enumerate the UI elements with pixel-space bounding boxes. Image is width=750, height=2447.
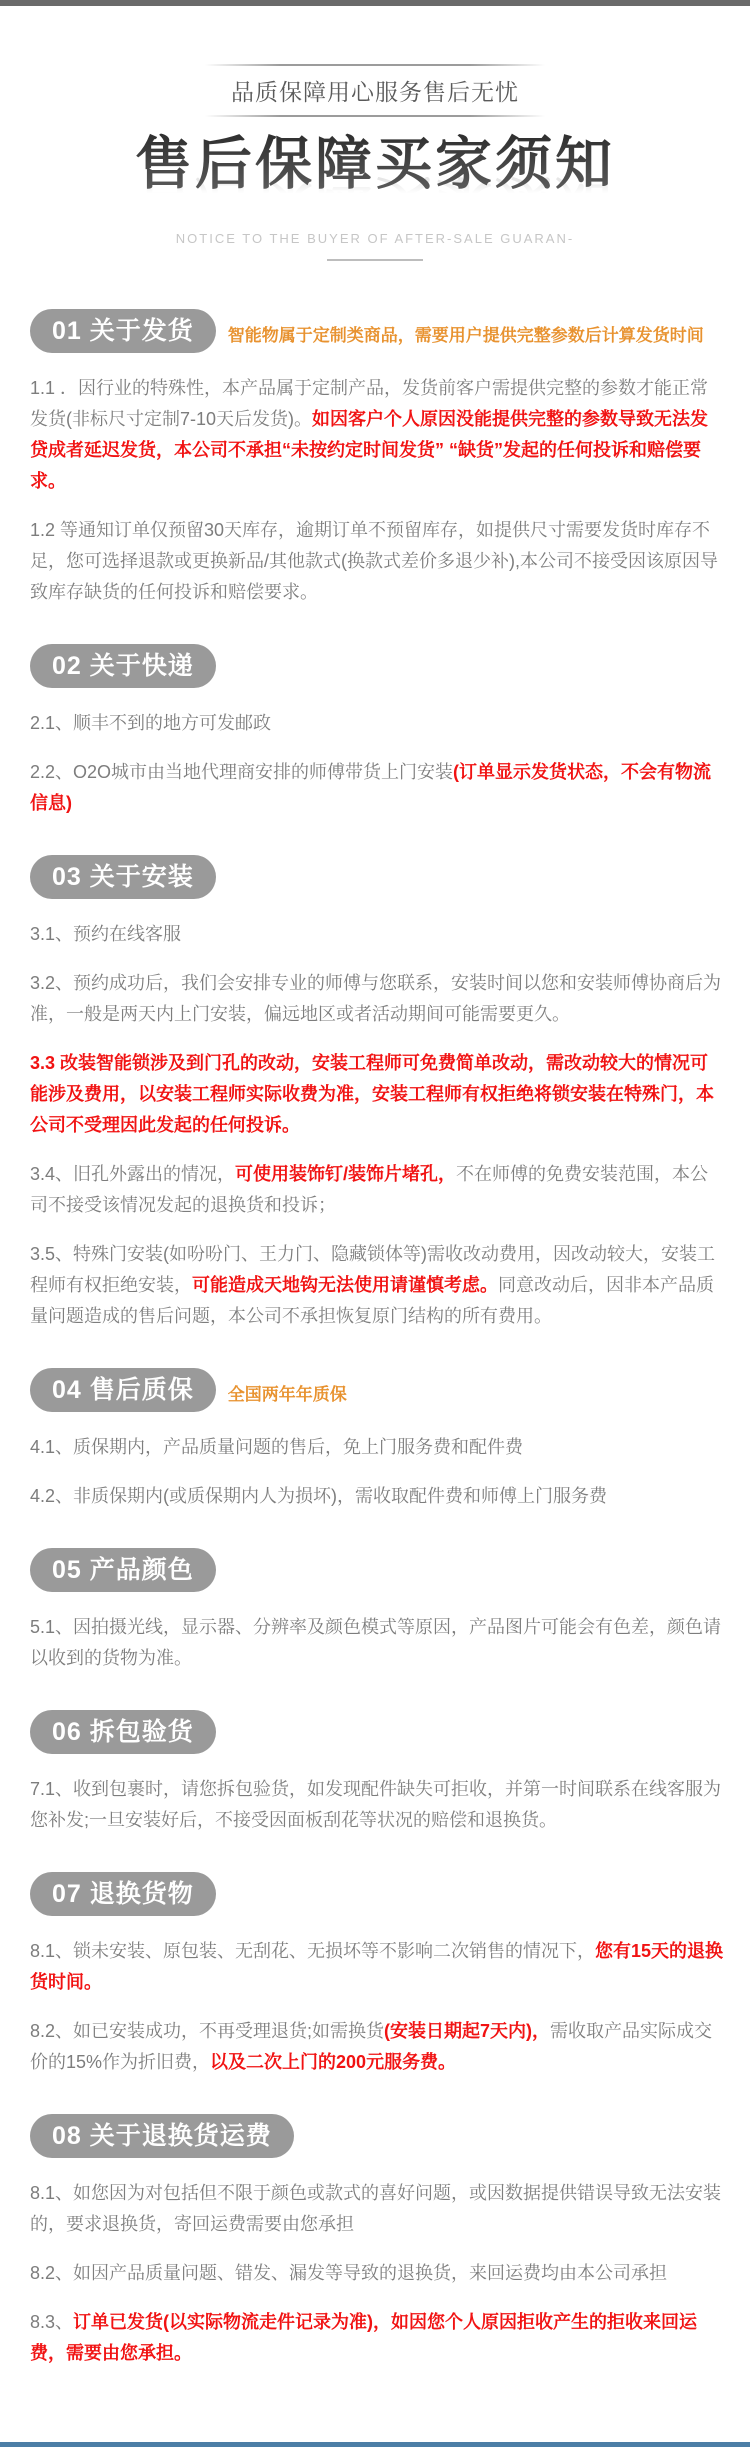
clause	[30, 919, 724, 950]
clause	[30, 757, 724, 819]
clause	[30, 1936, 724, 1998]
clause-text: 同意改动后，因非本产品质量问题造成的售后问题，本公司不承担恢复原门结构的所有费用。	[30, 1274, 714, 1326]
page-header	[0, 6, 750, 261]
sections	[0, 309, 750, 2447]
section-note: 智能物属于定制类商品，需要用户提供完整参数后计算发货时间	[227, 325, 704, 345]
clause-highlight-text: 您有15天的退换货时间。	[30, 1940, 724, 1992]
clause-highlight-text: 以及二次上门的200元服务费。	[210, 2051, 457, 2072]
clause	[30, 2307, 724, 2369]
clause-text: 8.1、如您因为对包括但不限于颜色或款式的喜好问题，或因数据提供错误导致无法安装的，要求退换货，寄回运费需要由您承担	[30, 2182, 722, 2234]
bottom-accent-line	[0, 2442, 750, 2447]
clause-highlight-text: 3.3 改装智能锁涉及到门孔的改动，安装工程师可免费简单改动，需改动较大的情况可能涉及费用，以安装工程师实际收费为准，安装工程师有权拒绝将锁安装在特殊门，本公司不受理因此发起的任何投诉。	[30, 1052, 714, 1135]
clause	[30, 373, 724, 497]
clause-highlight-text: 可使用装饰钉/装饰片堵孔，	[235, 1163, 457, 1184]
clause	[30, 2258, 724, 2289]
tagline-text: 品质保障用心服务售后无忧	[231, 79, 519, 105]
section-header	[30, 1710, 750, 1754]
clause-text: 需收取产品实际成交价的15%作为折旧费，	[30, 2020, 713, 2072]
clause-text: 8.2、如因产品质量问题、错发、漏发等导致的退换货，来回运费均由本公司承担	[30, 2262, 668, 2283]
clause-highlight-text: 如因客户个人原因没能提供完整的参数导致无法发贷成者延迟发货，本公司不承担“未按约定时间发货” “缺货”发起的任何投诉和赔偿要求。	[30, 408, 709, 491]
clause-highlight-text: (订单显示发货状态，不会有物流信息)	[30, 761, 712, 813]
clause-text: 1.2 等通知订单仅预留30天库存，逾期订单不预留库存，如提供尺寸需要发货时库存不足，您可选择退款或更换新品/其他款式(换款式差价多退少补),本公司不接受因该原因导致库存缺货的任何投诉和赔偿要求。	[30, 519, 718, 602]
clause	[30, 1159, 724, 1221]
clause-text: 3.2、预约成功后，我们会安排专业的师傅与您联系，安装时间以您和安装师傅协商后为准，一般是两天内上门安装，偏远地区或者活动期间可能需要更久。	[30, 972, 722, 1024]
subtitle-rule	[327, 259, 423, 261]
section	[0, 644, 750, 819]
clause-text: 4.1、质保期内，产品质量问题的售后，免上门服务费和配件费	[30, 1436, 524, 1457]
section-badge: 08 关于退换货运费	[30, 2114, 294, 2158]
section-badge: 07 退换货物	[30, 1872, 216, 1916]
clause-text: 4.2、非质保期内(或质保期内人为损坏)，需收取配件费和师傅上门服务费	[30, 1485, 608, 1506]
page-subtitle-en: NOTICE TO THE BUYER OF AFTER-SALE GUARAN-	[175, 230, 575, 246]
section-header	[30, 855, 750, 899]
clause-text: 8.1、锁未安装、原包装、无刮花、无损坏等不影响二次销售的情况下，	[30, 1940, 596, 1961]
tagline-rule-bottom	[205, 115, 545, 117]
section-header	[30, 1548, 750, 1592]
section-note: 全国两年年质保	[227, 1384, 347, 1404]
section-header	[30, 644, 750, 688]
clause	[30, 1481, 724, 1512]
page-title: 售后保障买家须知	[0, 133, 750, 197]
clause	[30, 1774, 724, 1836]
clause-highlight-text: 订单已发货(以实际物流走件记录为准)，如因您个人原因拒收产生的拒收来回运费，需要由您承担。	[30, 2311, 698, 2363]
section	[0, 1872, 750, 2078]
section-header	[30, 1872, 750, 1916]
clause	[30, 2016, 724, 2078]
section-badge: 01 关于发货	[30, 309, 216, 353]
section	[0, 309, 750, 608]
section	[0, 1548, 750, 1674]
clause-text: 8.3、	[30, 2311, 74, 2332]
clause-text: 3.5、特殊门安装(如吩吩门、王力门、隐藏锁体等)需收改动费用，因改动较大，安装工程师有权拒绝安装，	[30, 1243, 716, 1295]
section	[0, 2114, 750, 2369]
section-header	[30, 309, 750, 353]
clause-text: 3.1、预约在线客服	[30, 923, 182, 944]
clause	[30, 2178, 724, 2240]
section	[0, 1368, 750, 1512]
section	[0, 1710, 750, 1836]
clause	[30, 1432, 724, 1463]
clause	[30, 515, 724, 608]
clause	[30, 1239, 724, 1332]
section-badge: 03 关于安装	[30, 855, 216, 899]
section-badge: 02 关于快递	[30, 644, 216, 688]
clause-highlight-text: 可能造成天地钩无法使用请谨慎考虑。	[192, 1274, 498, 1295]
clause	[30, 1612, 724, 1674]
section-badge: 05 产品颜色	[30, 1548, 216, 1592]
clause-text: 8.2、如已安装成功，不再受理退货;如需换货	[30, 2020, 385, 2041]
clause-text: 3.4、旧孔外露出的情况，	[30, 1163, 236, 1184]
clause-text: 不在师傅的免费安装范围，本公司不接受该情况发起的退换货和投诉；	[30, 1163, 709, 1215]
clause-text: 2.2、O2O城市由当地代理商安排的师傅带货上门安装	[30, 761, 454, 782]
section	[0, 855, 750, 1332]
section-header	[30, 1368, 750, 1412]
clause-highlight-text: (安装日期起7天内)，	[384, 2020, 551, 2041]
section-badge: 04 售后质保	[30, 1368, 216, 1412]
clause	[30, 968, 724, 1030]
tagline-block	[205, 64, 545, 117]
clause-text: 1.1 ．因行业的特殊性，本产品属于定制产品，发货前客户需提供完整的参数才能正常发货(非标尺寸定制7-10天后发货)。	[30, 377, 709, 429]
clause-text: 2.1、顺丰不到的地方可发邮政	[30, 712, 272, 733]
clause	[30, 1048, 724, 1141]
clause-text: 7.1、收到包裹时，请您拆包验货，如发现配件缺失可拒收，并第一时间联系在线客服为您补发;一旦安装好后，不接受因面板刮花等状况的赔偿和退换货。	[30, 1778, 722, 1830]
section-badge: 06 拆包验货	[30, 1710, 216, 1754]
clause	[30, 708, 724, 739]
section-header	[30, 2114, 750, 2158]
clause-text: 5.1、因拍摄光线，显示器、分辨率及颜色模式等原因，产品图片可能会有色差，颜色请以收到的货物为准。	[30, 1616, 722, 1668]
